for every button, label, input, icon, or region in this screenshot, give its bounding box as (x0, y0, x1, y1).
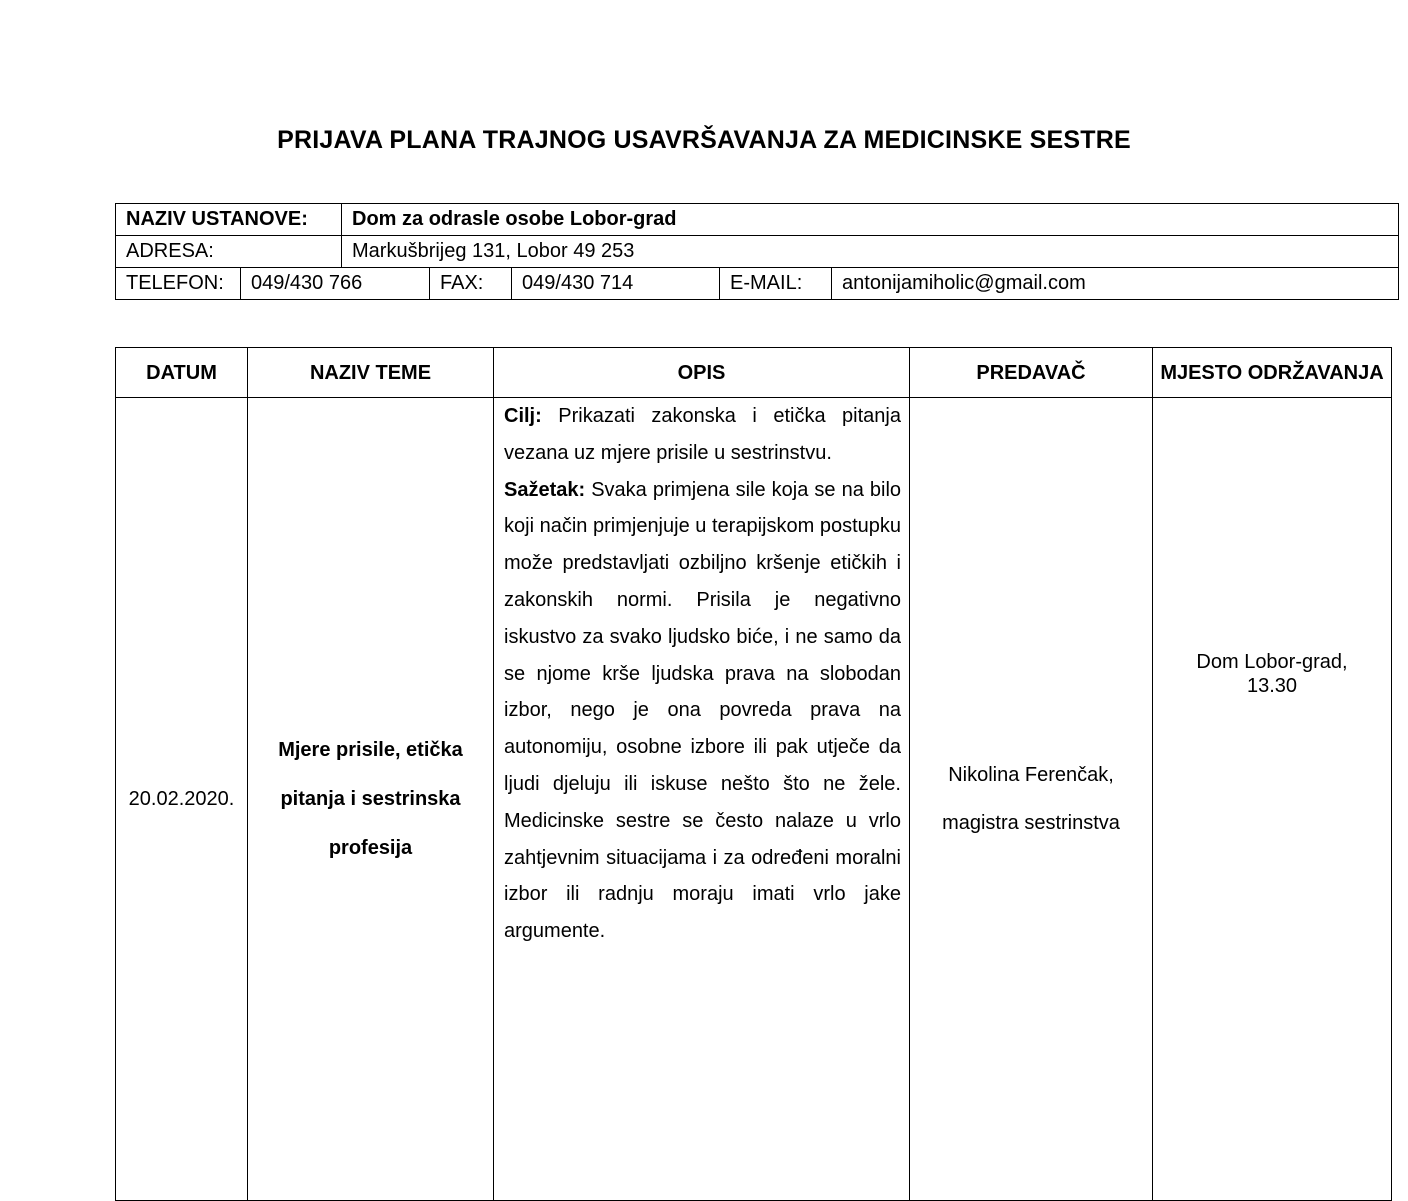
row-description (494, 398, 910, 1201)
institution-contact-row (116, 268, 1399, 300)
header-lecturer: PREDAVAČ (910, 348, 1153, 398)
fax-value: 049/430 714 (512, 268, 720, 300)
row-place (1153, 398, 1392, 1201)
phone-value: 049/430 766 (241, 268, 430, 300)
description-summary (504, 472, 901, 950)
institution-name-value: Dom za odrasle osobe Lobor-grad (342, 204, 1399, 236)
summary-label: Sažetak: (504, 478, 586, 501)
header-topic: NAZIV TEME (248, 348, 494, 398)
fax-label: FAX: (430, 268, 512, 300)
header-description: OPIS (494, 348, 910, 398)
address-value: Markušbrijeg 131, Lobor 49 253 (342, 236, 1399, 268)
institution-address-row (116, 236, 1399, 268)
summary-text: Svaka primjena sile koja se na bilo koji način primjenjuje u terapijskom postupku može predstavljati ozbiljno kršenje etičkih i zakonskih normi. Prisila je negativno iskustvo za svako ljudsko biće, i ne samo da se njome krše ljudska prava na slobodan izbor, nego je ona povreda prava na autonomiju, osobne izbore ili pak utječe da ljudi djeluju ili iskuse nešto što ne žele. Medicinske sestre se često nalaze u vrlo zahtjevnim situacijama i za određeni moralni izbor ili radnju moraju imati vrlo jake argumente. (504, 478, 902, 943)
header-place: MJESTO ODRŽAVANJA (1153, 348, 1392, 398)
institution-info-table (115, 203, 1399, 300)
description-goal (504, 398, 901, 472)
training-plan-table (115, 347, 1392, 1201)
phone-label: TELEFON: (116, 268, 241, 300)
lecturer-name: Nikolina Ferenčak, (948, 764, 1114, 786)
place-time: 13.30 (1246, 675, 1298, 697)
email-value: antonijamiholic@gmail.com (832, 268, 1399, 300)
place-name: Dom Lobor-grad, (1196, 651, 1348, 673)
goal-text: Prikazati zakonska i etička pitanja vezana uz mjere prisile u sestrinstvu. (504, 405, 901, 464)
header-date: DATUM (116, 348, 248, 398)
institution-name-row (116, 204, 1399, 236)
table-row (116, 398, 1392, 1201)
row-topic: Mjere prisile, etička pitanja i sestrinska profesija (248, 398, 494, 1201)
table-header-row (116, 348, 1392, 398)
document-title: PRIJAVA PLANA TRAJNOG USAVRŠAVANJA ZA MEDICINSKE SESTRE (277, 126, 1131, 154)
institution-name-label: NAZIV USTANOVE: (116, 204, 342, 236)
goal-label: Cilj: (504, 405, 542, 427)
row-date: 20.02.2020. (116, 398, 248, 1201)
email-label: E-MAIL: (720, 268, 832, 300)
lecturer-title: magistra sestrinstva (942, 812, 1120, 834)
row-lecturer (910, 398, 1153, 1201)
address-label: ADRESA: (116, 236, 342, 268)
